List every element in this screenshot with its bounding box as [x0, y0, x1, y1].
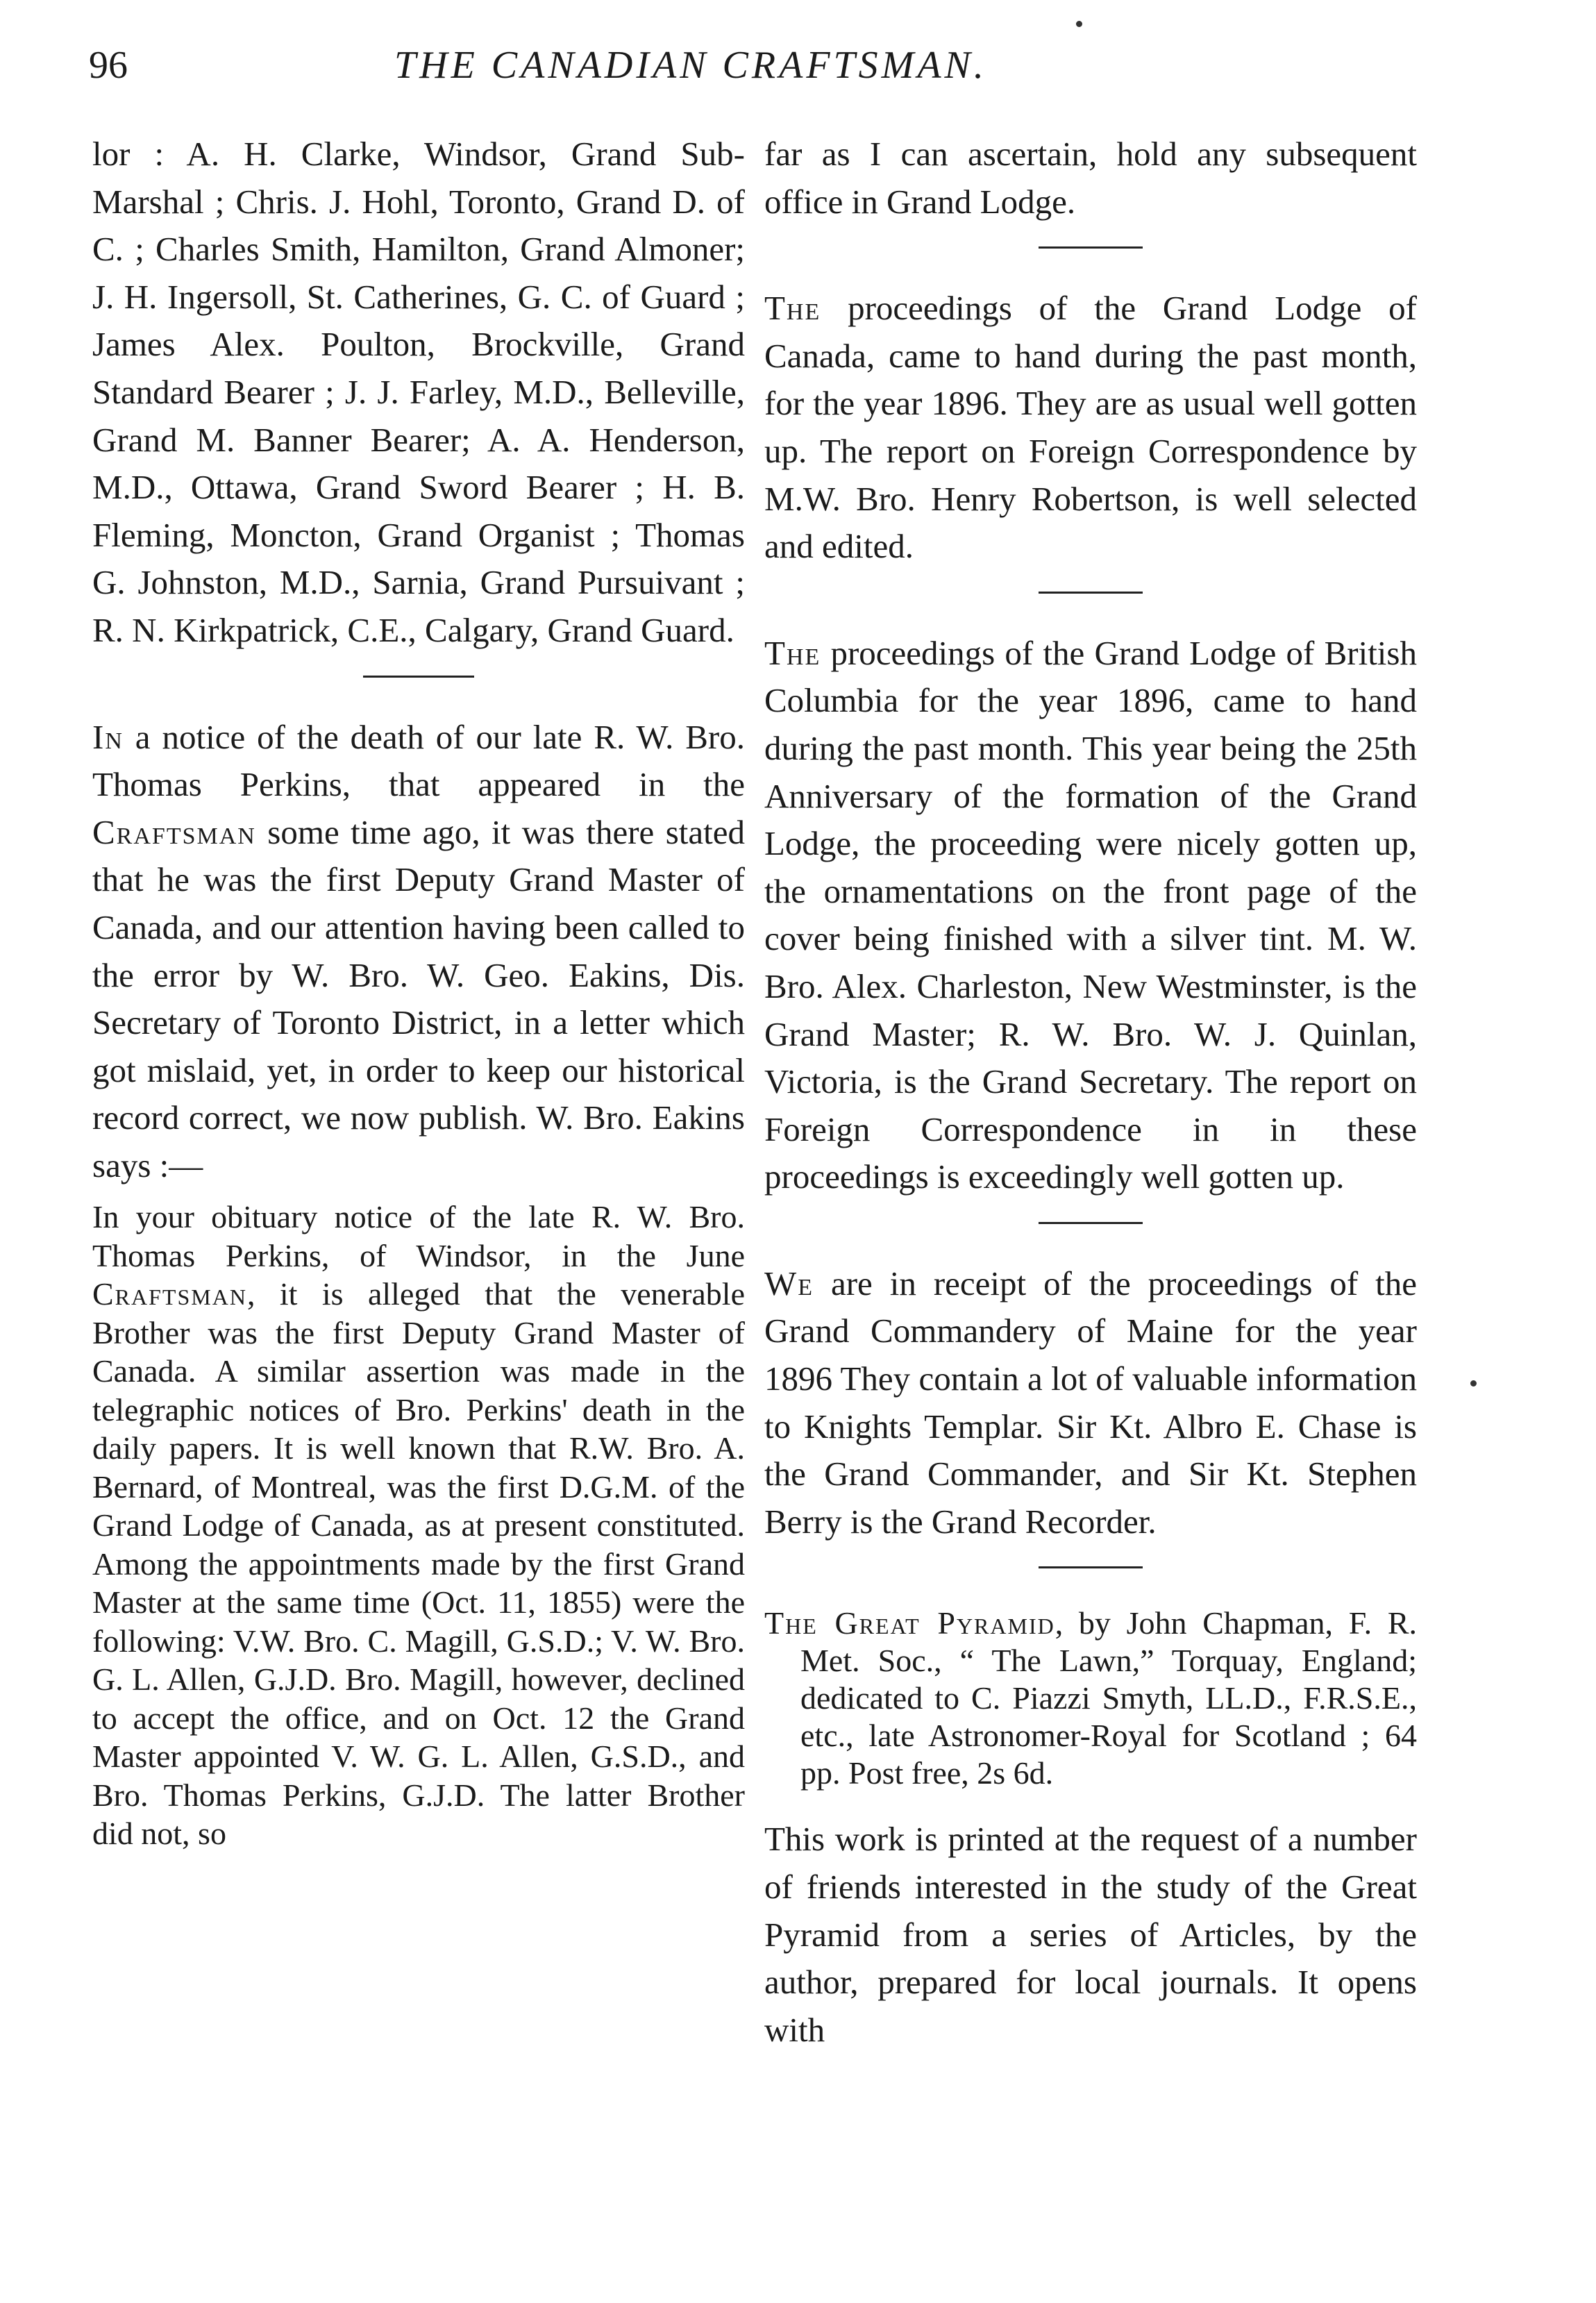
right-column [764, 131, 1417, 2054]
section-divider [1039, 1566, 1143, 1568]
officers-list-paragraph: lor : A. H. Clarke, Windsor, Grand Sub-Marshal ; Chris. J. Hohl, Toronto, Grand D. of C. ; Charles Smith, Hamilton, Grand Almoner; J. H. Ingersoll, St. Catherines, G. C. of Guard ; James Alex. Poulton, Brockville, Grand Standard Bearer ; J. J. Farley, M.D., Belleville, Grand M. Banner Bearer; A. A. Henderson, M.D., Ottawa, Grand Sword Bearer ; H. B. Fleming, Moncton, Grand Organist ; Thomas G. Johnston, M.D., Sarnia, Grand Pursuivant ; R. N. Kirkpatrick, C.E., Calgary, Grand Guard. [92, 135, 745, 649]
book-details: , by John Chapman, F. R. Met. Soc., “ The Lawn,” Torquay, England; dedicated to C. Piazzi Smyth, LL.D., F.R.S.E., etc., late Astronomer-Royal for Scotland ; 64 pp. Post free, 2s 6d. [800, 1605, 1417, 1791]
paragraph-text: a notice of the death of our late R. W. Bro. Thomas Perkins, that appeared in the [92, 717, 745, 804]
craftsman-title: Craftsman [92, 812, 256, 851]
paragraph-lead-word: The [764, 289, 821, 328]
paragraph-text: proceedings of the Grand Lodge of Canada, came to hand during the past month, for the year 1896. They are as usual well gotten up. The report on Foreign Correspondence by M.W. Bro. Henry Robertson, is well selected and edited. [764, 289, 1417, 566]
section-divider [1039, 592, 1143, 594]
paragraph-text: proceedings of the Grand Lodge of British Columbia for the year 1896, came to hand during the past month. This year being the 25th Anniversary of the formation of the Grand Lodge, the proceeding were nicely gotten up, the ornamentations on the front page of the cover being finished with a silver tint. M. W. Bro. Alex. Charleston, New Westminster, is the Grand Master; R. W. Bro. W. J. Quinlan, Victoria, is the Grand Secretary. The report on Foreign Correspondence in in these proceedings is exceedingly well gotten up. [764, 633, 1417, 1196]
craftsman-title: Craftsman [92, 1276, 247, 1312]
perkins-correction-paragraph [92, 714, 745, 1190]
paragraph-lead-word: The [764, 633, 821, 672]
section-divider [363, 676, 474, 678]
book-review-paragraph: This work is printed at the request of a number of friends interested in the study of the Great Pyramid from a series of Articles, by the author, prepared for local journals. It opens with [764, 1820, 1417, 2049]
book-review-entry [764, 1605, 1417, 1792]
grand-lodge-canada-paragraph [764, 285, 1417, 571]
print-speck [1470, 1380, 1477, 1387]
section-divider [1039, 1222, 1143, 1224]
page-header [89, 43, 1408, 99]
print-speck [1076, 21, 1082, 27]
section-divider [1039, 246, 1143, 249]
running-head: THE CANADIAN CRAFTSMAN. [394, 44, 987, 87]
grand-lodge-bc-paragraph [764, 630, 1417, 1201]
paragraph-text: are in receipt of the proceedings of the Grand Commandery of Maine for the year 1896 They contain a lot of valuable information to Knights Templar. Sir Kt. Albro E. Chase is the Grand Commander, and Sir Kt. Stephen Berry is the Grand Recorder. [764, 1264, 1417, 1541]
continued-paragraph: far as I can ascertain, hold any subsequent office in Grand Lodge. [764, 135, 1417, 221]
grand-commandery-maine-paragraph [764, 1260, 1417, 1546]
left-column [92, 131, 745, 1853]
book-title: The Great Pyramid [764, 1605, 1055, 1641]
quote-text: In your obituary notice of the late R. W. Bro. Thomas Perkins, of Windsor, in the June [92, 1199, 745, 1273]
paragraph-text: some time ago, it was there stated that he was the first Deputy Grand Master of Canada, and our attention having been called to the error by W. Bro. W. Geo. Eakins, Dis. Secretary of Toronto District, in a letter which got mislaid, yet, in order to keep our historical record correct, we now publish. W. Bro. Eakins says :— [92, 812, 745, 1184]
quote-text: , it is alleged that the venerable Brother was the first Deputy Grand Master of Canada. A similar assertion was made in the telegraphic notices of Bro. Perkins' death in the daily papers. It is well known that R.W. Bro. A. Bernard, of Montreal, was the first D.G.M. of the Grand Lodge of Canada, as at present constituted. Among the appointments made by the first Grand Master at the same time (Oct. 11, 1855) were the following: V.W. Bro. C. Magill, G.S.D.; V. W. Bro. G. L. Allen, G.J.D. Bro. Magill, however, declined to accept the office, and on Oct. 12 the Grand Master appointed V. W. G. L. Allen, G.S.D., and Bro. Thomas Perkins, G.J.D. The latter Brother did not, so [92, 1276, 745, 1852]
paragraph-lead-word: We [764, 1264, 814, 1303]
page-number: 96 [89, 44, 128, 87]
paragraph-lead-word: In [92, 717, 124, 756]
eakins-letter-quote [92, 1198, 745, 1853]
